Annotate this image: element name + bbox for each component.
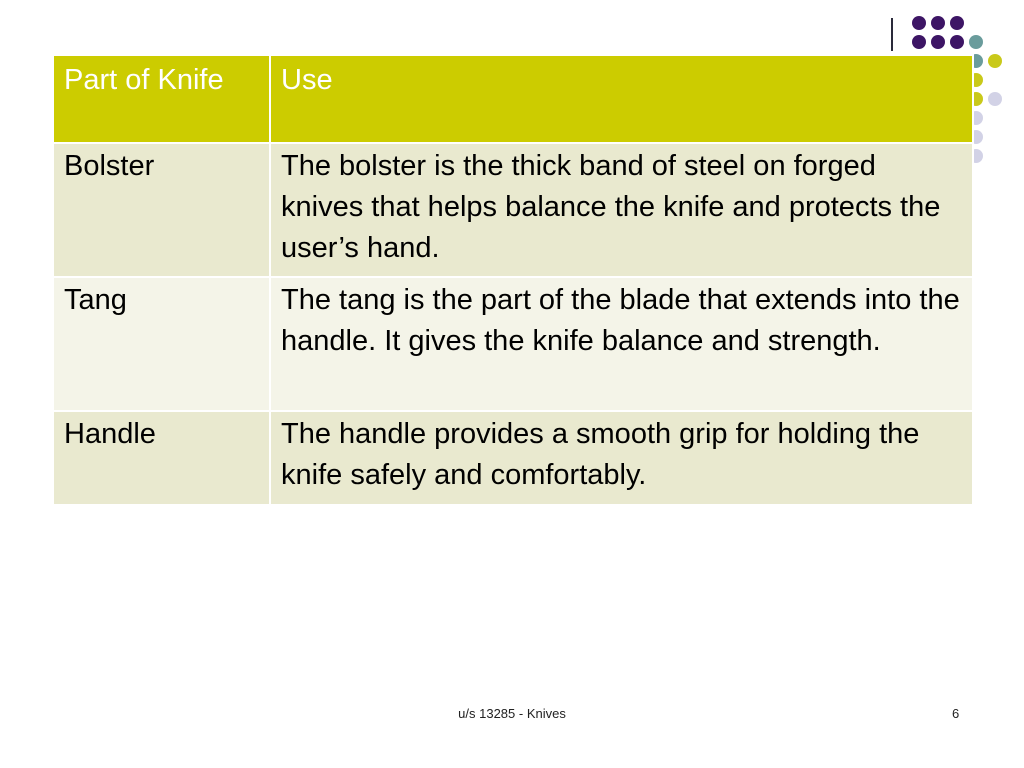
knife-parts-table	[52, 54, 974, 506]
decor-dot-yellow	[988, 54, 1002, 68]
table-row-tang	[53, 277, 973, 411]
table-header-row	[53, 55, 973, 143]
footer-title: u/s 13285 - Knives	[458, 706, 566, 721]
decor-divider-line	[891, 18, 893, 51]
cell-part-bolster: Bolster	[53, 143, 270, 277]
decor-dot-purple	[931, 16, 945, 30]
table-row-handle	[53, 411, 973, 505]
decor-dot-purple	[912, 16, 926, 30]
cell-part-tang: Tang	[53, 277, 270, 411]
knife-parts-table-container	[52, 54, 972, 506]
decor-dot-teal	[969, 35, 983, 49]
cell-use-tang: The tang is the part of the blade that extends into the handle. It gives the knife balance and strength.	[270, 277, 973, 411]
page-number: 6	[952, 706, 960, 721]
decor-dot-purple	[912, 35, 926, 49]
decor-dot-purple	[950, 16, 964, 30]
decor-dot-lavender	[988, 92, 1002, 106]
header-use: Use	[270, 55, 973, 143]
decor-dot-purple	[931, 35, 945, 49]
decor-dot-purple	[950, 35, 964, 49]
table-row-bolster	[53, 143, 973, 277]
header-part-of-knife: Part of Knife	[53, 55, 270, 143]
cell-part-handle: Handle	[53, 411, 270, 505]
cell-use-handle: The handle provides a smooth grip for holding the knife safely and comfortably.	[270, 411, 973, 505]
cell-use-bolster: The bolster is the thick band of steel on forged knives that helps balance the knife and protects the user’s hand.	[270, 143, 973, 277]
